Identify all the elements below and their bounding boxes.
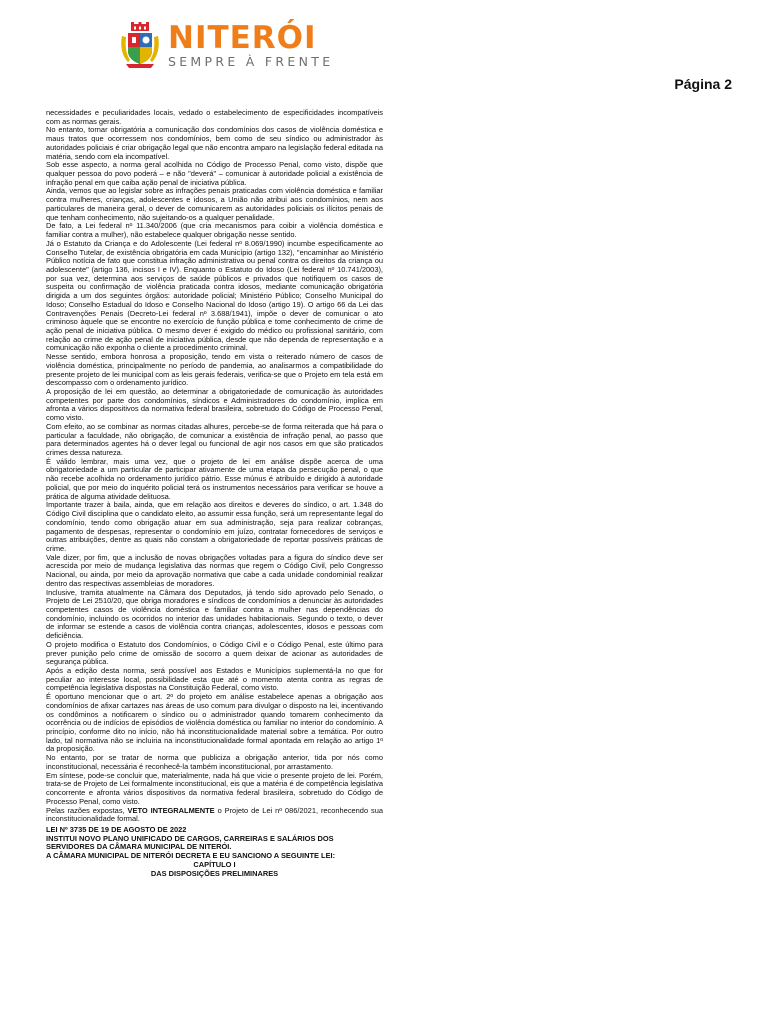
paragraph-list (46, 109, 383, 807)
page-number: Página 2 (674, 76, 732, 92)
body-paragraph: É oportuno mencionar que o art. 2º do projeto em análise estabelece apenas a obrigação aos condomínios de afixar cartazes nas áreas de uso comum para divulgar o disposto na lei, incentivando os condôminos a notificarem o síndico ou o administrador quando tomarem conhecimento da ocorrência ou de indícios de episódios de violência doméstica ou familiar no interior do condomínio. A princípio, conforme dito no início, não há inconstitucionalidade material sobre a temática. Por outro lado, tal normativa não se incluiria na inconstitucionalidade formal apontada em relação ao artigo 1º da proposição. (46, 692, 383, 754)
lei-summary: INSTITUI NOVO PLANO UNIFICADO DE CARGOS, CARREIRAS E SALÁRIOS DOS SERVIDORES DA CÂMARA MUNICIPAL DE NITERÓI. (46, 833, 334, 852)
body-paragraph: Já o Estatuto da Criança e do Adolescente (Lei federal nº 8.069/1990) incumbe especificamente ao Conselho Tutelar, de existência obrigatória em cada Município (artigo 132), "encaminhar ao Ministério Público notícia de fato que constitua infração administrativa ou penal contra os direitos da criança ou adolescente" (artigo 136, incisos I e IV). Enquanto o Estatuto do Idoso (Lei federal nº 10.741/2003), por sua vez, determina aos serviços de saúde públicos e privados que notifiquem os casos de suspeita ou confirmação de violência praticada contra idosos, mediante comunicação obrigatória dirigida a um dos seguintes órgãos: autoridade policial; Ministério Público; Conselho Municipal do Idoso; Conselho Estadual do Idoso e Conselho Nacional do Idoso (artigo 19). O artigo 66 da Lei das Contravenções Penais (Decreto-Lei federal nº 3.688/1941), impõe o dever de comunicar o ato criminoso àquele que se encontre no exercício de função pública e tome conhecimento de crime de ação penal de iniciativa pública. O mesmo dever é exigido do médico ou profissional sanitário, com relação ao crime de ação penal de iniciativa pública, desde que não dependa de representação e a comunicação não exponha o cliente a procedimento criminal. (46, 238, 383, 353)
body-paragraph: Inclusive, tramita atualmente na Câmara dos Deputados, já tendo sido aprovado pelo Senado, o Projeto de Lei 2510/20, que obriga moradores e síndicos de condomínios a denunciar às autoridades competentes casos de violência doméstica e familiar contra a mulher nas dependências do condomínio, incluindo os ocorridos no interior das unidades habitacionais. Segundo o texto, o dever de informar se estende a casos de violência contra crianças, adolescentes, idosos e pessoas com deficiência. (46, 587, 383, 641)
brand-tagline: SEMPRE À FRENTE (168, 54, 334, 69)
body-paragraph: De fato, a Lei federal nº 11.340/2006 (que cria mecanismos para coibir a violência doméstica e familiar contra a mulher), não estabelece qualquer obrigação nesse sentido. (46, 221, 383, 240)
body-paragraph: A proposição de lei em questão, ao determinar a obrigatoriedade de comunicação às autoridades competentes por parte dos condomínios, síndicos e Administradores do condomínio, implica em afronta a vários dispositivos da normativa federal brasileira, sobretudo do Código de Processo Penal, como visto. (46, 387, 383, 423)
body-paragraph: Vale dizer, por fim, que a inclusão de novas obrigações voltadas para a figura do síndico deve ser acrescida por meio de mudança legislativa das normas que regem o Código Civil, pelo Congresso Nacional, ou ainda, por meio da aprovação normativa que cabe a cada unidade condominial realizar dentro das respectivas assembleias de moradores. (46, 552, 383, 588)
chapter-title: DAS DISPOSIÇÕES PRELIMINARES (150, 868, 279, 878)
body-paragraph: Importante trazer à baila, ainda, que em relação aos direitos e deveres do síndico, o art. 1.348 do Código Civil disciplina que o candidato eleito, ao assumir essa função, será um representante legal do condomínio, tendo como obrigação atuar em sua administração, seja para realizar cobranças, pagamento de despesas, representar o condomínio em juízo, contratar fornecedores de serviços e outras atribuições, dentre as quais não constam a obrigatoriedade de reportar possíveis práticas de crime. (46, 500, 383, 553)
lei-title: LEI Nº 3735 DE 19 DE AGOSTO DE 2022 (46, 824, 187, 834)
lei-decree: A CÂMARA MUNICIPAL DE NITERÓI DECRETA E EU SANCIONO A SEGUINTE LEI: (46, 851, 336, 861)
niteroi-coat-of-arms-icon (120, 22, 160, 70)
body-paragraph: Em síntese, pode-se concluir que, materialmente, nada há que vicie o presente projeto de lei. Porém, trata-se de Projeto de Lei formalmente inconstitucional, eis que a matéria é de competência legislativa concorrente e afronta vários dispositivos da normativa federal brasileira, sobretudo do Código de Processo Penal, como visto. (46, 770, 383, 806)
lei-block (46, 826, 383, 878)
body-paragraph: No entanto, por se tratar de norma que publiciza a obrigação anterior, tida por nós como inconstitucional, necessária é reconhecê-la também inconstitucional, por arrastamento. (46, 753, 383, 771)
body-paragraph: No entanto, tornar obrigatória a comunicação dos condomínios dos casos de violência doméstica e maus tratos que ocorressem nos condomínios, bem como de seu síndico ou administrador às autoridades policiais é criar obrigação legal que não encontra amparo na legislação federal editada na matéria, sendo com ela incompatível. (46, 125, 383, 161)
page-header (0, 0, 768, 110)
body-paragraph: Com efeito, ao se combinar as normas citadas alhures, percebe-se de forma reiterada que há para o particular a faculdade, não obrigação, de comunicar a existência de infração penal, ao passo que para determinados agentes há o dever legal ou funcional de agir nos casos em que são praticados crimes dessa natureza. (46, 421, 383, 458)
document-body (46, 109, 383, 878)
body-paragraph: Ainda, vemos que ao legislar sobre as infrações penais praticadas com violência doméstica e familiar contra mulheres, crianças, adolescentes e idosos, a União não atribui aos condomínios, nem aos particulares de maneira geral, o dever de comunicarem as autoridades policiais os ilícitos penais de que tenham conhecimento, não sujeitando-os a qualquer penalidade. (46, 186, 383, 222)
body-paragraph: O projeto modifica o Estatuto dos Condomínios, o Código Civil e o Código Penal, este último para prever punição pelo crime de omissão de socorro a quem deixar de acionar as autoridades de segurança pública. (46, 639, 383, 667)
body-paragraph: Nesse sentido, embora honrosa a proposição, tendo em vista o reiterado número de casos de violência doméstica, principalmente no período de pandemia, ao analisarmos a compatibilidade do presente projeto de lei municipal com as leis gerais federais, verifica-se que o Projeto em tela está em descompasso com o ordenamento jurídico. (46, 352, 383, 388)
niteroi-logo (120, 22, 333, 70)
body-paragraph: Sob esse aspecto, a norma geral acolhida no Código de Processo Penal, como visto, dispõe que qualquer pessoa do povo poderá – e não "deverá" – comunicar à autoridade policial a existência de infração penal em que caiba ação penal de iniciativa pública. (46, 160, 383, 187)
veto-verdict: VETO INTEGRALMENTE (127, 805, 215, 815)
chapter-number: CAPÍTULO I (193, 859, 236, 869)
body-paragraph: É válido lembrar, mais uma vez, que o projeto de lei em análise dispõe acerca de uma obrigatoriedade a um particular de participar ativamente de uma etapa da persecução penal, o que não recebe acolhida no ordenamento jurídico pátrio. Esse múnus é atribuído e dirigido à autoridade policial, que por meio do inquérito policial terá os instrumentos necessários para verificar se houve a prática de alguma atividade delituosa. (46, 456, 383, 501)
brand-text (168, 22, 333, 70)
brand-name: NITERÓI (168, 20, 317, 56)
closing-suffix: o Projeto de Lei nº 086/2021, reconhecendo sua inconstitucionalidade formal. (46, 805, 383, 824)
closing-paragraph (46, 807, 383, 824)
closing-prefix: Pelas razões expostas, (46, 805, 128, 815)
body-paragraph: Após a edição desta norma, será possível aos Estados e Municípios suplementá-la no que for peculiar ao interesse local, possibilidade esta que até o momento atenta contra as regras de competência legislativa dispostas na Constituição Federal, como visto. (46, 666, 383, 693)
body-paragraph: necessidades e peculiaridades locais, vedado o estabelecimento de especificidades incompatíveis com as normas gerais. (46, 108, 383, 126)
